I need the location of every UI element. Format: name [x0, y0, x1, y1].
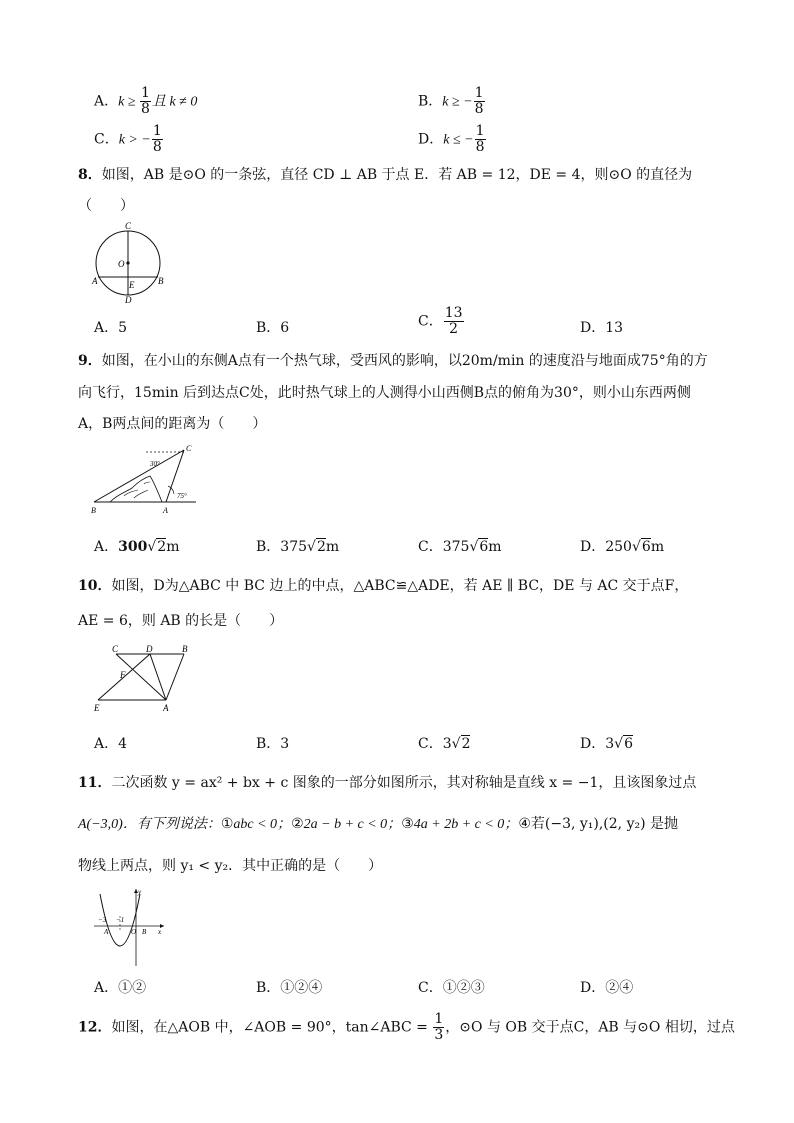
q8-option-d: D．13: [580, 320, 624, 336]
svg-text:C: C: [125, 221, 132, 231]
q8-option-b: B．6: [256, 320, 290, 336]
q7-option-b: B．k ≥ − $\frac{1}{8}$: [418, 85, 484, 117]
q11-stem-line1: 11．二次函数 y = ax² + bx + c 图象的一部分如图所示，其对称轴是直线 x = −1，且该图象过点: [78, 775, 697, 791]
svg-text:75°: 75°: [177, 492, 187, 500]
q10-option-d: D．3√6: [580, 736, 633, 752]
q9-stem-line3: A，B两点间的距离为（ ）: [78, 416, 267, 432]
q11-option-a: A．①②: [94, 980, 147, 996]
q9-option-d: D．250√6m: [580, 539, 665, 555]
svg-text:x: x: [158, 928, 162, 936]
q8-circle-figure: [90, 218, 170, 308]
q10-stem-line2: AE = 6，则 AB 的长是（ ）: [78, 613, 284, 629]
svg-text:F: F: [120, 670, 126, 680]
q9-option-b: B．375√2m: [256, 539, 340, 555]
svg-text:E: E: [129, 280, 135, 290]
svg-text:O: O: [118, 259, 125, 269]
q10-stem-line1: 10．如图，D为△ABC 中 BC 边上的中点，△ABC≌△ADE，若 AE ∥ BC，DE 与 AC 交于点F，: [78, 578, 689, 594]
q11-option-c: C．①②③: [418, 980, 485, 996]
svg-text:C: C: [112, 644, 119, 654]
svg-text:A: A: [104, 928, 109, 936]
q10-option-c: C．3√2: [418, 736, 471, 752]
q10-option-a: A．4: [94, 736, 128, 752]
q10-triangle-figure: [90, 642, 195, 714]
svg-text:y: y: [138, 888, 142, 896]
q8-stem-line2: （ ）: [78, 198, 134, 214]
q11-stem-line2: A(−3,0)．有下列说法：①abc < 0；②2a − b + c < 0；③4a + 2b + c < 0；④若(−3, y₁),(2, y₂) 是抛: [78, 816, 679, 832]
q9-stem-line2: 向飞行，15min 后到达点C处，此时热气球上的人测得小山西侧B点的俯角为30°，则小山东西两侧: [78, 385, 691, 401]
svg-text:A: A: [163, 703, 169, 713]
svg-text:A: A: [163, 506, 168, 515]
svg-text:B: B: [91, 506, 96, 515]
svg-text:C: C: [186, 444, 192, 453]
q8-option-c: C． $\frac{13}{2}$: [418, 305, 463, 337]
q9-hill-figure: [88, 442, 203, 517]
q12-stem-line1: 12．如图，在△AOB 中，∠AOB = 90°，tan∠ABC = $\frac{1}{3}$ ，⊙O 与 OB 交于点C，AB 与⊙O 相切，过点: [78, 1011, 735, 1043]
svg-text:B: B: [142, 928, 147, 936]
q9-stem-line1: 9．如图，在小山的东侧A点有一个热气球，受西风的影响，以20m/min 的速度沿与地面成75°角的方: [78, 353, 708, 369]
q11-stem-line3: 物线上两点，则 y₁ < y₂．其中正确的是（ ）: [78, 858, 383, 874]
svg-text:O: O: [131, 928, 137, 936]
svg-text:30°: 30°: [150, 460, 160, 468]
svg-text:D: D: [125, 295, 132, 305]
q7-option-a: A．k ≥ $\frac{1}{8}$ 且 k ≠ 0: [94, 85, 198, 117]
svg-text:B: B: [158, 276, 164, 286]
q8-stem-line1: 8．如图，AB 是⊙O 的一条弦，直径 CD ⊥ AB 于点 E．若 AB = 12，DE = 4，则⊙O 的直径为: [78, 167, 693, 183]
q9-option-c: C．375√6m: [418, 539, 502, 555]
q8-option-a: A．5: [94, 320, 128, 336]
q11-option-d: D．②④: [580, 980, 634, 996]
q7-option-d: D．k ≤ − $\frac{1}{8}$: [418, 123, 485, 155]
q10-option-b: B．3: [256, 736, 290, 752]
q9-option-a: A．300√2m: [94, 539, 180, 555]
svg-text:E: E: [94, 703, 100, 713]
svg-text:−1: −1: [116, 916, 125, 924]
q11-option-b: B．①②④: [256, 980, 323, 996]
q11-parabola-figure: [90, 886, 170, 968]
svg-text:−3: −3: [98, 916, 107, 924]
q7-option-c: C．k > − $\frac{1}{8}$: [94, 123, 162, 155]
svg-text:A: A: [92, 276, 98, 286]
svg-text:D: D: [146, 644, 153, 654]
svg-text:B: B: [182, 644, 188, 654]
